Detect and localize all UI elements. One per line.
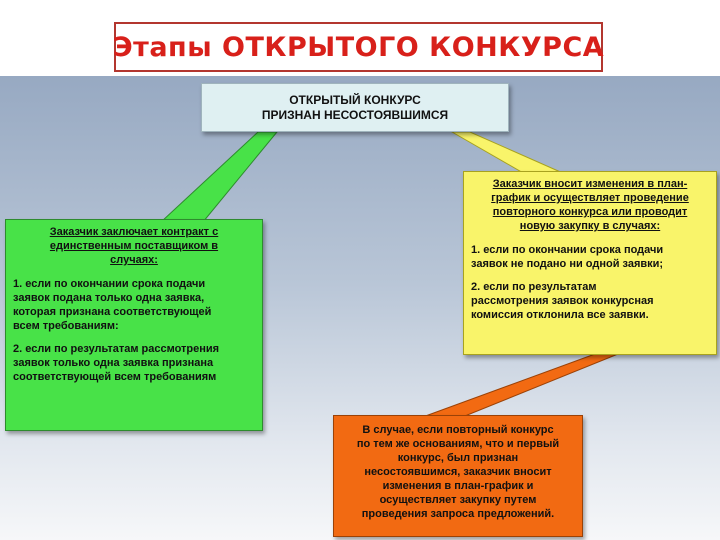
yellow-heading-line: Заказчик вносит изменения в план- [492, 178, 688, 190]
green-item-1-line: всем требованиям: [13, 320, 119, 332]
green-item-2 [13, 342, 255, 384]
yellow-heading-line: повторного конкурса или проводит [492, 206, 688, 218]
yellow-heading-line: график и осуществляет проведение [491, 192, 689, 204]
orange-line: осуществляет закупку путем [379, 494, 537, 506]
orange-line: несостоявшимся, заказчик вносит [364, 466, 552, 478]
green-heading [13, 225, 255, 267]
orange-box-request-proposals [333, 415, 583, 537]
yellow-item-1-line: 1. если по окончании срока подачи [471, 244, 664, 256]
orange-line: изменения в план-график и [382, 480, 534, 492]
yellow-item-1 [471, 243, 709, 271]
yellow-item-2-line: рассмотрения заявок конкурсная [471, 295, 654, 307]
orange-line: В случае, если повторный конкурс [362, 424, 554, 436]
green-connector [161, 132, 277, 222]
green-item-1 [13, 277, 255, 333]
orange-line: по тем же основаниям, что и первый [356, 438, 560, 450]
green-box-single-supplier [5, 219, 263, 431]
main-status-box [201, 83, 509, 132]
green-heading-line: единственным поставщиком в [49, 240, 219, 252]
yellow-box-repeat-contest [463, 171, 717, 355]
orange-line: конкурс, был признан [397, 452, 519, 464]
green-item-2-line: 2. если по результатам рассмотрения [13, 343, 220, 355]
green-heading-line: Заказчик заключает контракт с [49, 226, 219, 238]
yellow-item-1-line: заявок не подано ни одной заявки; [471, 258, 664, 270]
green-item-2-line: соответствующей всем требованиям [13, 371, 217, 383]
green-heading-line: случаях: [110, 254, 158, 266]
yellow-item-2-line: 2. если по результатам [471, 281, 597, 293]
main-status-line-2: ПРИЗНАН НЕСОСТОЯВШИМСЯ [261, 107, 449, 122]
yellow-item-2 [471, 280, 709, 322]
green-item-1-line: заявок подана только одна заявка, [13, 292, 205, 304]
green-item-1-line: 1. если по окончании срока подачи [13, 278, 206, 290]
slide-title: Этапы ОТКРЫТОГО КОНКУРСА [112, 31, 605, 63]
orange-connector [420, 354, 618, 418]
green-item-1-line: которая признана соответствующей [13, 306, 212, 318]
orange-line: проведения запроса предложений. [361, 508, 555, 520]
yellow-connector [452, 132, 565, 174]
yellow-heading [471, 177, 709, 233]
yellow-item-2-line: комиссия отклонила все заявки. [471, 309, 649, 321]
yellow-heading-line: новую закупку в случаях: [519, 220, 661, 232]
green-item-2-line: заявок только одна заявка признана [13, 357, 214, 369]
main-status-line-1: ОТКРЫТЫЙ КОНКУРС [289, 92, 421, 107]
